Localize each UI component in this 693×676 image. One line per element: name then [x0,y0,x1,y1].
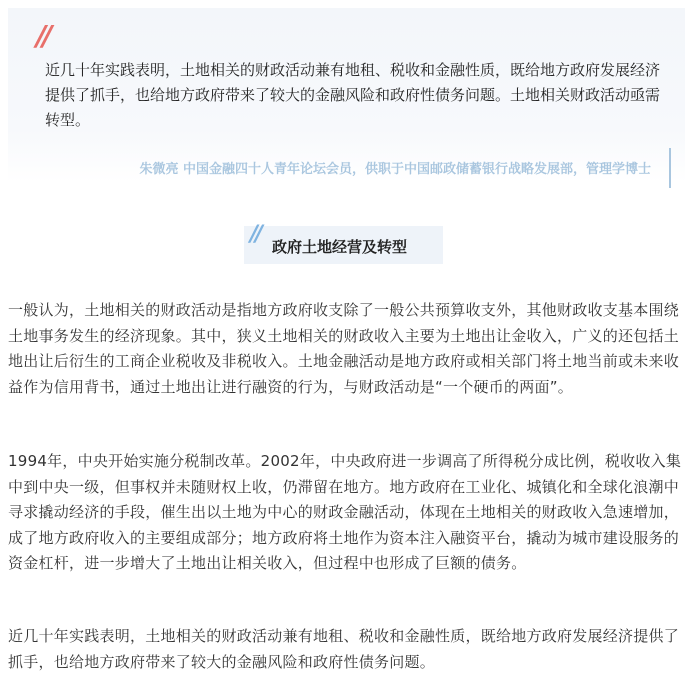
section-mark-icon: // [250,222,261,247]
body-paragraph: 1994年，中央开始实施分税制改革。2002年，中央政府进一步调高了所得税分成比例，税收收入集中到中央一级，但事权并未随财权上收，仍滞留在地方。地方政府在工业化、城镇化和全球化浪潮中寻求撬动经济的手段，催生出以土地为中心的财政金融活动，体现在土地相关的财政收入急速增加，成了地方政府收入的主要组成部分；地方政府将土地作为资本注入融资平台，撬动为城市建设服务的资金杠杆，进一步增大了土地出让相关收入，但过程中也形成了巨额的债务。 [8,452,682,572]
section-header [244,222,443,264]
section-title: 政府土地经营及转型 [272,238,408,256]
quote-mark-icon: // [36,19,49,52]
pull-quote [8,8,685,182]
quote-divider [669,148,671,188]
body-paragraph: 一般认为，土地相关的财政活动是指地方政府收支除了一般公共预算收支外，其他财政收支基本围绕土地事务发生的经济现象。其中，狭义土地相关的财政收入主要为土地出让金收入，广义的还包括土地出让后衍生的工商企业税收及非税收入。土地金融活动是地方政府或相关部门将土地当前或未来收益作为信用背书，通过土地出让进行融资的行为，与财政活动是“一个硬币的两面”。 [8,301,680,396]
body-paragraph: 近几十年实践表明，土地相关的财政活动兼有地租、税收和金融性质，既给地方政府发展经济提供了抓手，也给地方政府带来了较大的金融风险和政府性债务问题。 [8,627,680,671]
quote-text: 近几十年实践表明，土地相关的财政活动兼有地租、税收和金融性质，既给地方政府发展经济提供了抓手，也给地方政府带来了较大的金融风险和政府性债务问题。土地相关财政活动亟需转型。 [45,61,661,129]
quote-author: 朱微亮 中国金融四十人青年论坛会员，供职于中国邮政储蓄银行战略发展部，管理学博士 [139,162,651,177]
